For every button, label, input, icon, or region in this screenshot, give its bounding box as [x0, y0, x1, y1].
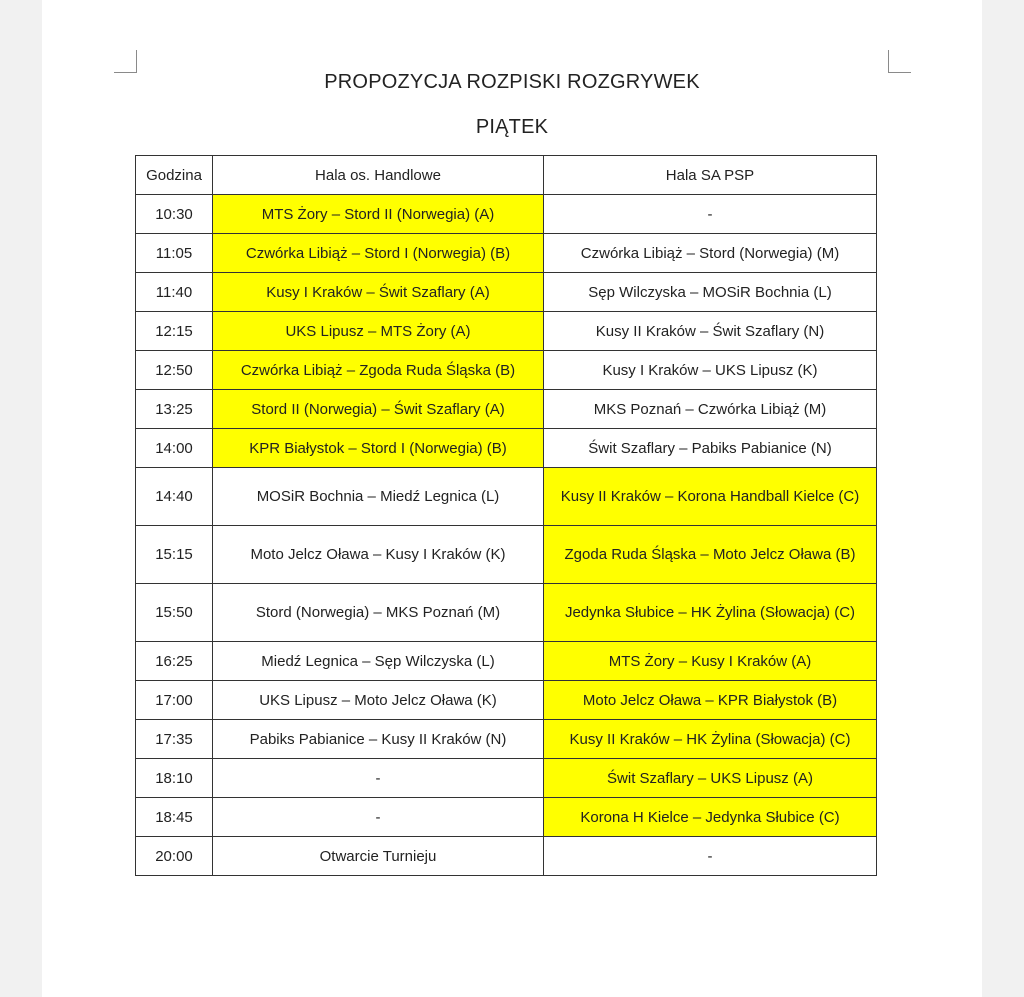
cell-hala-b: -	[544, 195, 877, 234]
table-row	[136, 584, 877, 642]
cell-hala-b: Korona H Kielce – Jedynka Słubice (C)	[544, 798, 877, 837]
table-row	[136, 798, 877, 837]
table-row	[136, 759, 877, 798]
cell-hala-b: Sęp Wilczyska – MOSiR Bochnia (L)	[544, 273, 877, 312]
cell-hala-a: Pabiks Pabianice – Kusy II Kraków (N)	[213, 720, 544, 759]
cell-time: 17:35	[136, 720, 213, 759]
cell-time: 17:00	[136, 681, 213, 720]
cell-hala-b: Zgoda Ruda Śląska – Moto Jelcz Oława (B)	[544, 526, 877, 584]
cell-hala-a: MOSiR Bochnia – Miedź Legnica (L)	[213, 468, 544, 526]
document-page	[42, 0, 982, 997]
cell-hala-a: UKS Lipusz – MTS Żory (A)	[213, 312, 544, 351]
cell-hala-a: UKS Lipusz – Moto Jelcz Oława (K)	[213, 681, 544, 720]
cell-hala-a: Kusy I Kraków – Świt Szaflary (A)	[213, 273, 544, 312]
header-time: Godzina	[136, 156, 213, 195]
cell-hala-b: Kusy I Kraków – UKS Lipusz (K)	[544, 351, 877, 390]
cell-hala-b: Kusy II Kraków – HK Żylina (Słowacja) (C)	[544, 720, 877, 759]
cell-time: 12:50	[136, 351, 213, 390]
cell-hala-b: MTS Żory – Kusy I Kraków (A)	[544, 642, 877, 681]
cell-hala-a: Stord (Norwegia) – MKS Poznań (M)	[213, 584, 544, 642]
cell-time: 20:00	[136, 837, 213, 876]
cell-hala-b: -	[544, 837, 877, 876]
cell-hala-a: Czwórka Libiąż – Zgoda Ruda Śląska (B)	[213, 351, 544, 390]
header-hala-a: Hala os. Handlowe	[213, 156, 544, 195]
cell-time: 18:10	[136, 759, 213, 798]
cell-time: 15:15	[136, 526, 213, 584]
cell-time: 13:25	[136, 390, 213, 429]
cell-hala-a: KPR Białystok – Stord I (Norwegia) (B)	[213, 429, 544, 468]
cell-hala-b: Świt Szaflary – UKS Lipusz (A)	[544, 759, 877, 798]
cell-time: 12:15	[136, 312, 213, 351]
cell-hala-a: Stord II (Norwegia) – Świt Szaflary (A)	[213, 390, 544, 429]
margin-corner-top-right	[888, 50, 911, 73]
cell-hala-a: -	[213, 759, 544, 798]
cell-time: 10:30	[136, 195, 213, 234]
table-row	[136, 837, 877, 876]
header-hala-b: Hala SA PSP	[544, 156, 877, 195]
cell-time: 11:05	[136, 234, 213, 273]
table-row	[136, 273, 877, 312]
cell-time: 15:50	[136, 584, 213, 642]
cell-time: 14:40	[136, 468, 213, 526]
document-title: PROPOZYCJA ROZPISKI ROZGRYWEK	[324, 71, 700, 93]
cell-hala-b: Moto Jelcz Oława – KPR Białystok (B)	[544, 681, 877, 720]
cell-hala-a: Miedź Legnica – Sęp Wilczyska (L)	[213, 642, 544, 681]
schedule-table	[135, 155, 877, 876]
table-row	[136, 390, 877, 429]
cell-hala-b: Czwórka Libiąż – Stord (Norwegia) (M)	[544, 234, 877, 273]
table-row	[136, 234, 877, 273]
table-header-row	[136, 156, 877, 195]
table-row	[136, 468, 877, 526]
cell-hala-a: MTS Żory – Stord II (Norwegia) (A)	[213, 195, 544, 234]
table-row	[136, 429, 877, 468]
table-row	[136, 312, 877, 351]
cell-time: 14:00	[136, 429, 213, 468]
cell-hala-b: Kusy II Kraków – Korona Handball Kielce (C)	[544, 468, 877, 526]
table-row	[136, 642, 877, 681]
margin-corner-top-left	[114, 50, 137, 73]
table-row	[136, 720, 877, 759]
cell-hala-b: MKS Poznań – Czwórka Libiąż (M)	[544, 390, 877, 429]
cell-hala-b: Świt Szaflary – Pabiks Pabianice (N)	[544, 429, 877, 468]
cell-time: 18:45	[136, 798, 213, 837]
cell-time: 16:25	[136, 642, 213, 681]
cell-hala-a: Moto Jelcz Oława – Kusy I Kraków (K)	[213, 526, 544, 584]
cell-hala-b: Jedynka Słubice – HK Żylina (Słowacja) (C)	[544, 584, 877, 642]
cell-hala-a: -	[213, 798, 544, 837]
cell-hala-a: Otwarcie Turnieju	[213, 837, 544, 876]
table-row	[136, 526, 877, 584]
cell-hala-b: Kusy II Kraków – Świt Szaflary (N)	[544, 312, 877, 351]
document-subtitle: PIĄTEK	[475, 116, 549, 138]
cell-hala-a: Czwórka Libiąż – Stord I (Norwegia) (B)	[213, 234, 544, 273]
table-row	[136, 351, 877, 390]
table-row	[136, 681, 877, 720]
cell-time: 11:40	[136, 273, 213, 312]
table-row	[136, 195, 877, 234]
